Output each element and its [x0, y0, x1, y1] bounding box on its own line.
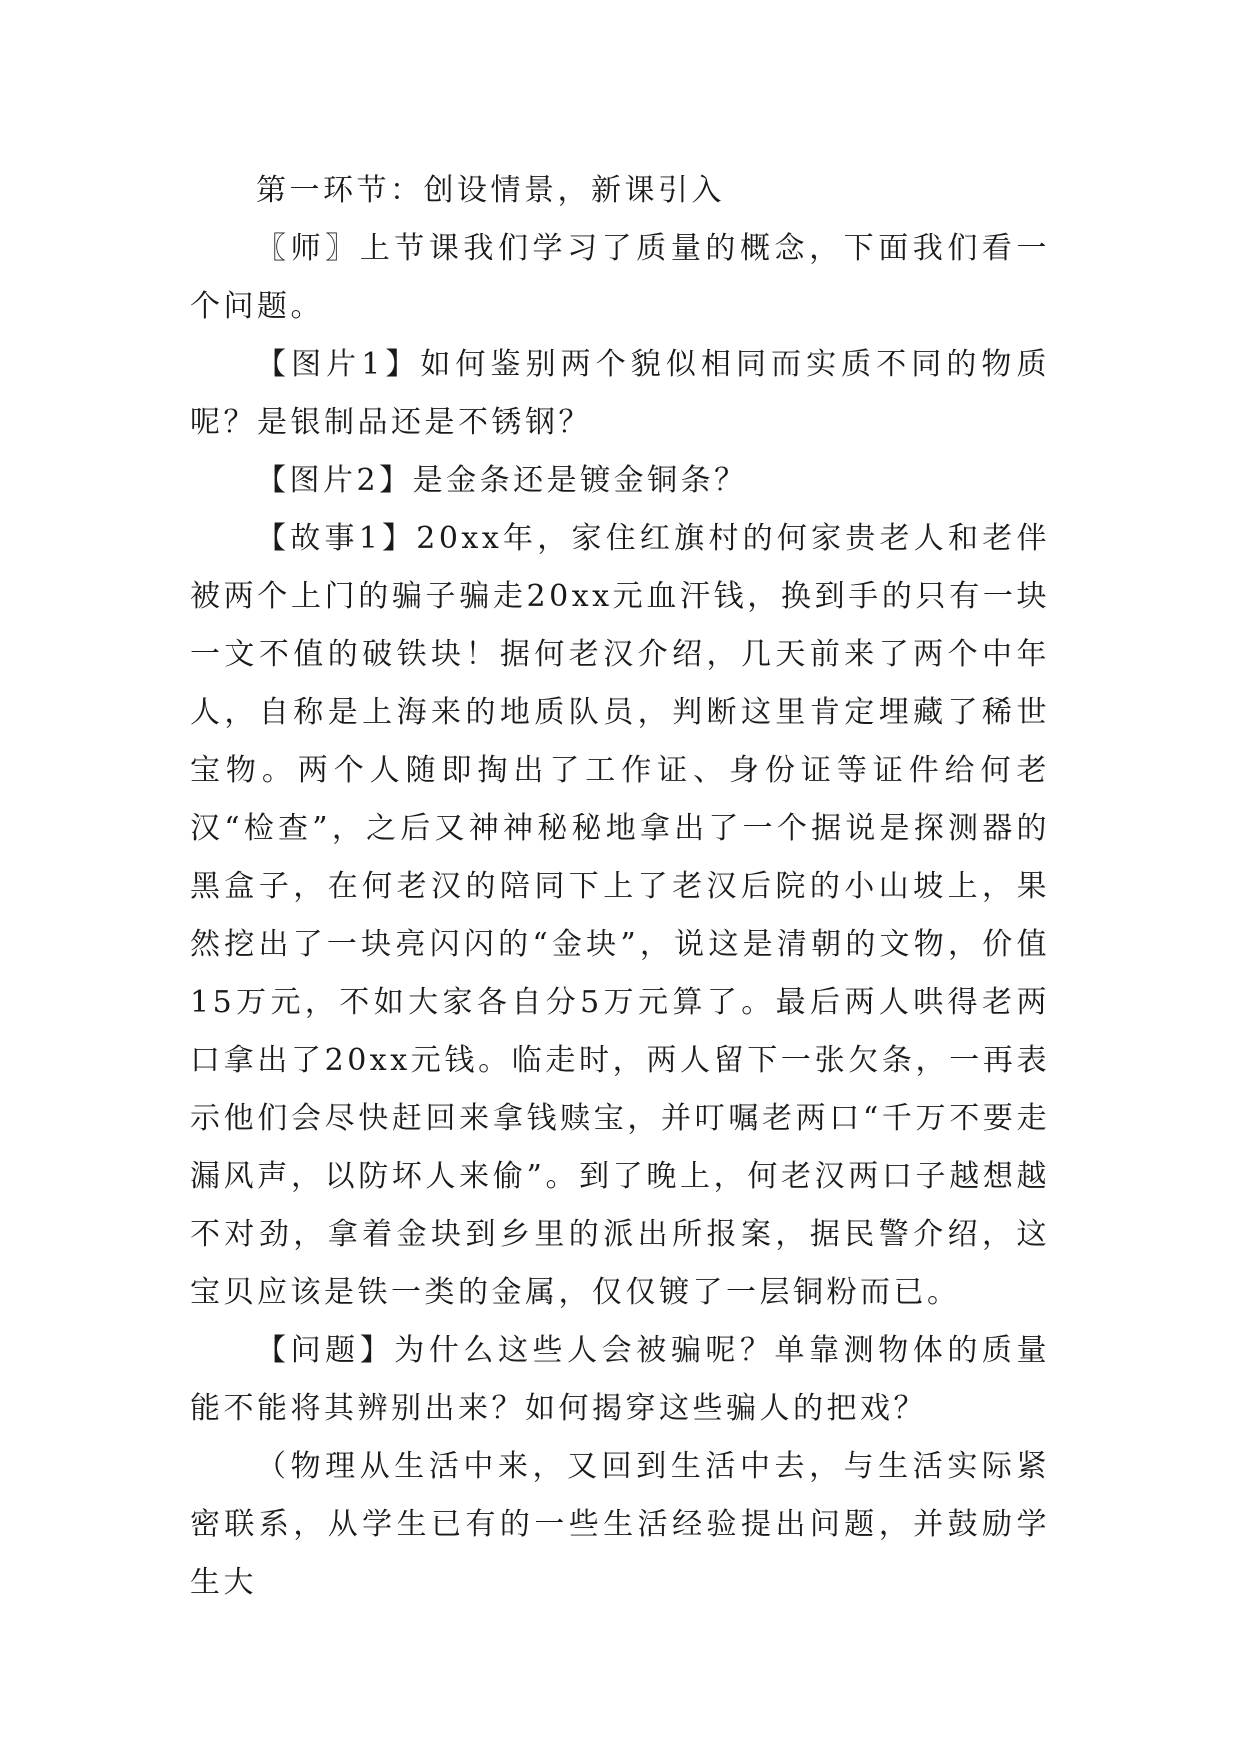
section-heading: 第一环节：创设情景，新课引入 [256, 173, 725, 208]
question-paragraph: 【问题】为什么这些人会被骗呢？单靠测物体的质量能不能将其辨别出来？如何揭穿这些骗人的把戏？ [190, 1333, 1050, 1426]
story-1-paragraph: 【故事1】20xx年，家住红旗村的何家贵老人和老伴被两个上门的骗子骗走20xx元血汗钱，换到手的只有一块一文不值的破铁块！据何老汉介绍，几天前来了两个中年人，自称是上海来的地质队员，判断这里肯定埋藏了稀世宝物。两个人随即掏出了工作证、身份证等证件给何老汉“检查”，之后又神神秘秘地拿出了一个据说是探测器的黑盒子，在何老汉的陪同下上了老汉后院的小山坡上，果然挖出了一块亮闪闪的“金块”，说这是清朝的文物，价值15万元，不如大家各自分5万元算了。最后两人哄得老两口拿出了20xx元钱。临走时，两人留下一张欠条，一再表示他们会尽快赶回来拿钱赎宝，并叮嘱老两口“千万不要走漏风声，以防坏人来偷”。到了晚上，何老汉两口子越想越不对劲，拿着金块到乡里的派出所报案，据民警介绍，这宝贝应该是铁一类的金属，仅仅镀了一层铜粉而已。 [190, 521, 1050, 1310]
picture-1-paragraph: 【图片1】如何鉴别两个貌似相同而实质不同的物质呢？是银制品还是不锈钢？ [190, 347, 1050, 440]
commentary-paragraph: （物理从生活中来，又回到生活中去，与生活实际紧密联系，从学生已有的一些生活经验提出问题，并鼓励学生大 [190, 1449, 1050, 1600]
document-body [190, 162, 1050, 1612]
teacher-intro-paragraph: 〖师〗上节课我们学习了质量的概念，下面我们看一个问题。 [190, 231, 1050, 324]
picture-2-paragraph: 【图片2】是金条还是镀金铜条？ [256, 463, 748, 498]
